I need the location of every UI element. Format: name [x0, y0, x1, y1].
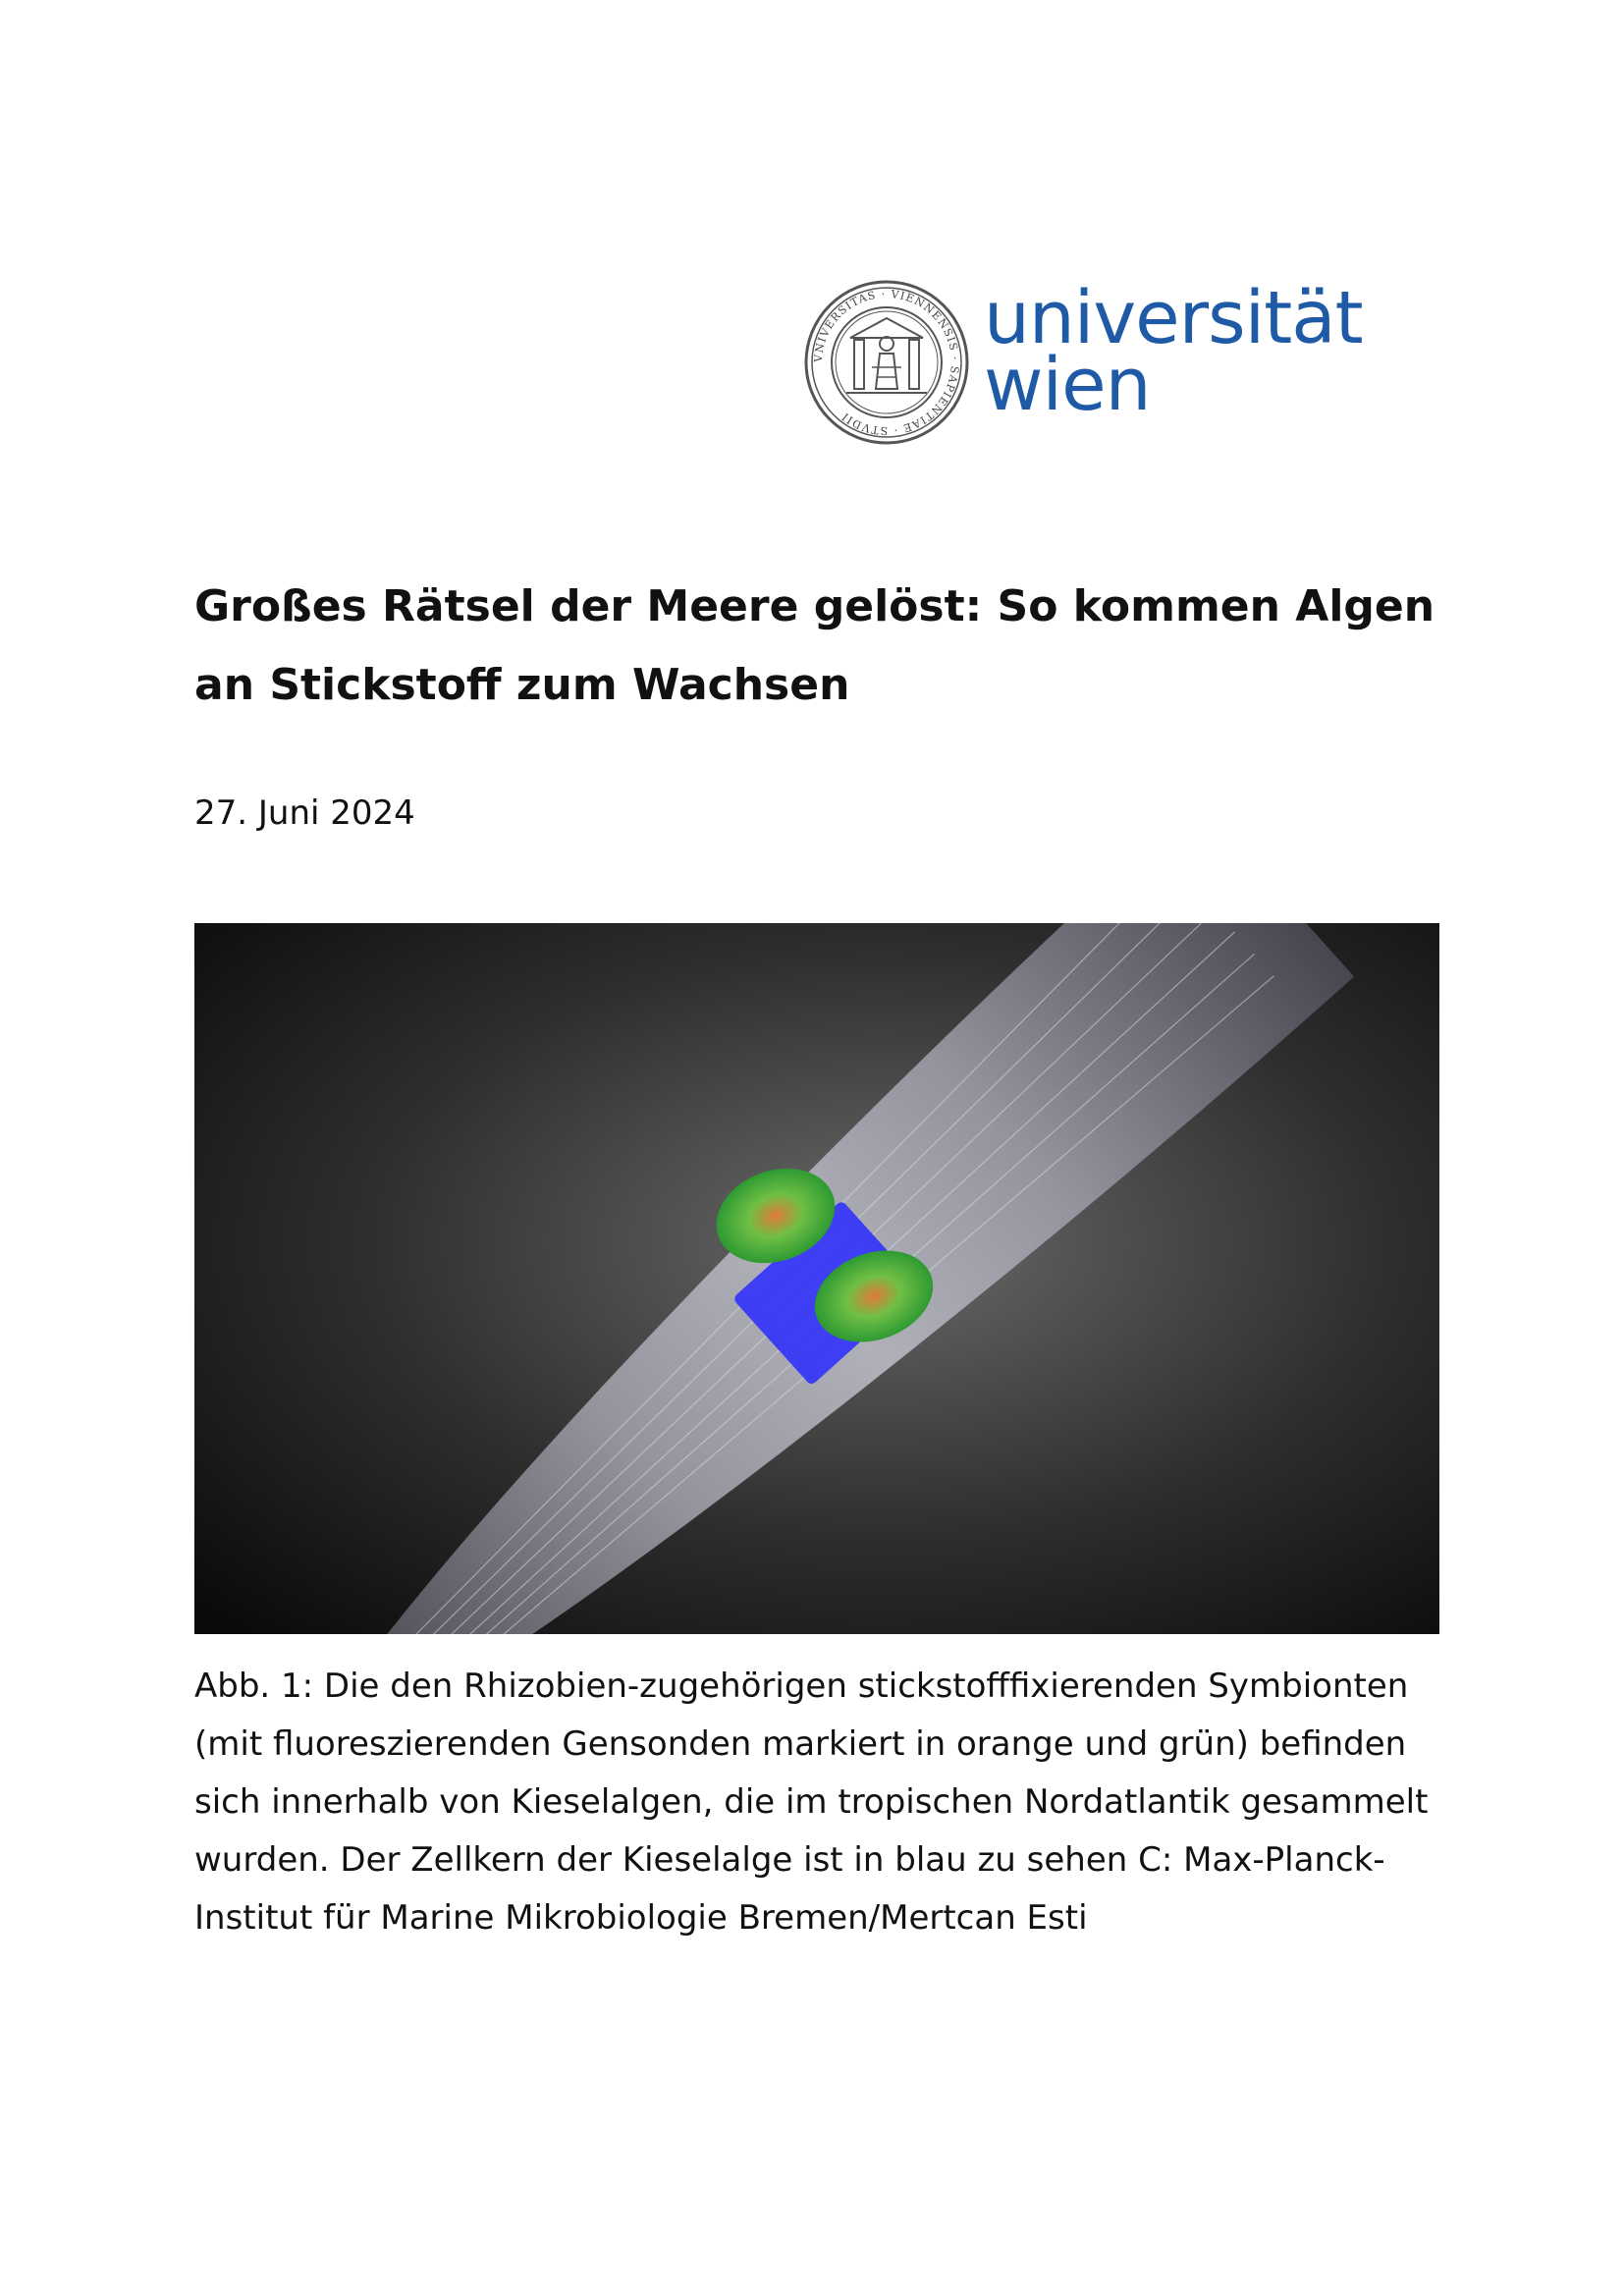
university-logo	[803, 276, 1402, 446]
microscopy-image	[194, 923, 1439, 1634]
university-seal-icon	[803, 279, 970, 446]
university-wordmark	[984, 276, 1363, 427]
article-date: 27. Juni 2024	[194, 793, 415, 833]
figure-caption: Abb. 1: Die den Rhizobien-zugehörigen stickstofffixierenden Symbionten (mit fluoreszierenden Gensonden markiert in orange und grün) befinden sich innerhalb von Kieselalgen, die im tropischen Nordatlantik gesammelt wurden. Der Zellkern der Kieselalge ist in blau zu sehen C: Max-Planck-Institut für Marine Mikrobiologie Bremen/Mertcan Esti	[194, 1667, 1429, 1938]
wordmark-line-2: wien	[984, 343, 1151, 427]
wordmark-line-1: universität	[984, 276, 1363, 360]
article-title: Großes Rätsel der Meere gelöst: So kommen Algen an Stickstoff zum Wachsen	[194, 581, 1435, 710]
seal-text: VNIVERSITAS · VIENNENSIS · SAPIENTIAE · STVDII	[811, 287, 962, 438]
